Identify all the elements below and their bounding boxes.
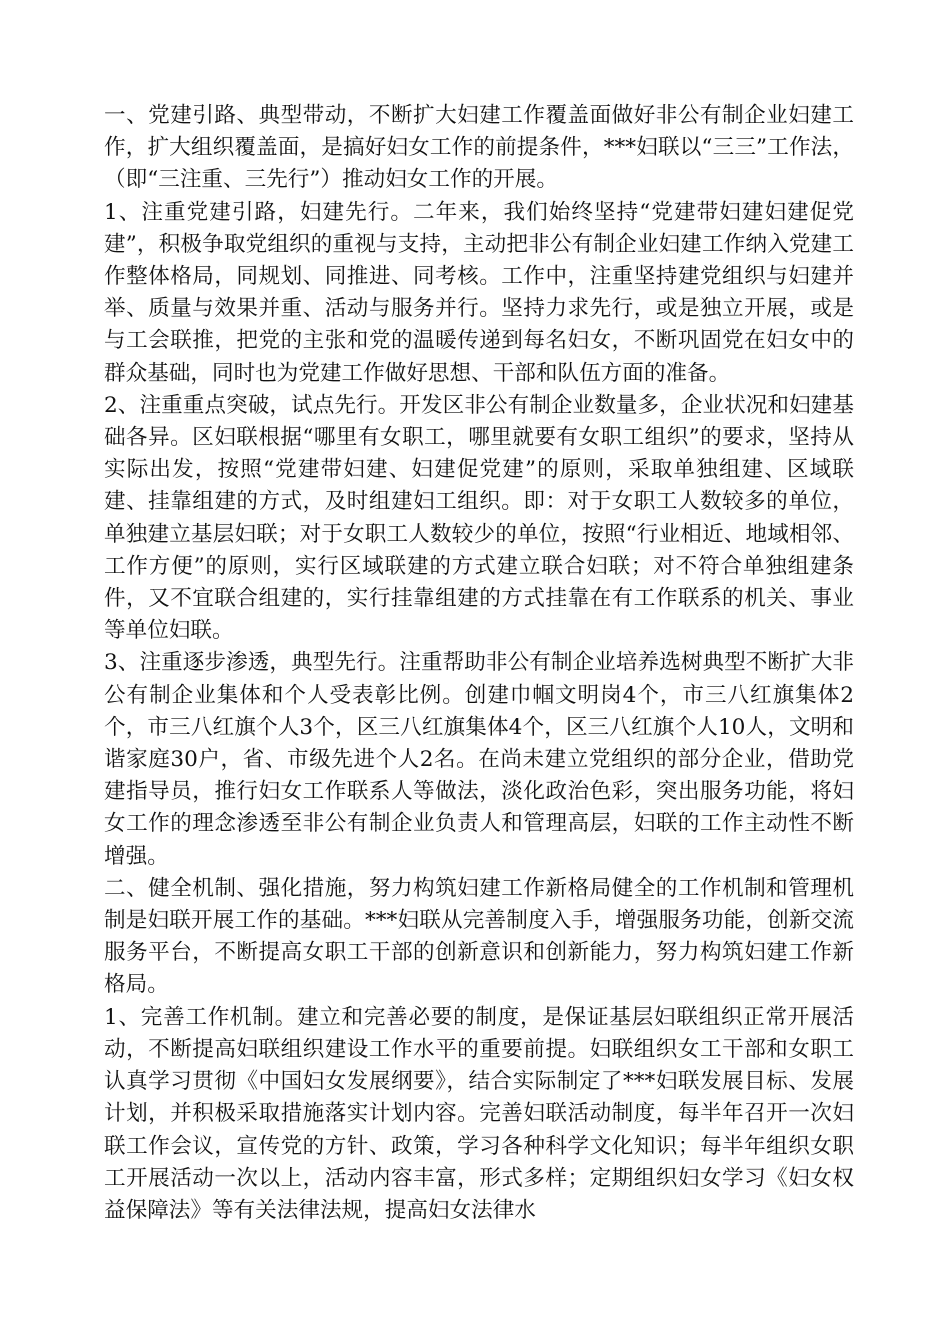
- document-body: [104, 100, 854, 1227]
- paragraph-section-two: 二、健全机制、强化措施，努力构筑妇建工作新格局健全的工作机制和管理机制是妇联开展工作的基础。***妇联从完善制度入手，增强服务功能，创新交流服务平台，不断提高女职工干部的创新意识和创新能力，努力构筑妇建工作新格局。: [104, 875, 854, 998]
- paragraph-item-1: 1、注重党建引路，妇建先行。二年来，我们始终坚持“党建带妇建妇建促党建”，积极争取党组织的重视与支持，主动把非公有制企业妇建工作纳入党建工作整体格局，同规划、同推进、同考核。工作中，注重坚持建党组织与妇建并举、质量与效果并重、活动与服务并行。坚持力求先行，或是独立开展，或是与工会联推，把党的主张和党的温暖传递到每名妇女，不断巩固党在妇女中的群众基础，同时也为党建工作做好思想、干部和队伍方面的准备。: [104, 199, 854, 386]
- paragraph-section-one: 一、党建引路、典型带动，不断扩大妇建工作覆盖面做好非公有制企业妇建工作，扩大组织覆盖面，是搞好妇女工作的前提条件，***妇联以“三三”工作法，（即“三注重、三先行”）推动妇女工作的开展。: [104, 103, 854, 193]
- paragraph-item-3: 3、注重逐步渗透，典型先行。注重帮助非公有制企业培养选树典型不断扩大非公有制企业集体和个人受表彰比例。创建巾帼文明岗4个，市三八红旗集体2个，市三八红旗个人3个，区三八红旗集体4个，区三八红旗个人10人，文明和谐家庭30户，省、市级先进个人2名。在尚未建立党组织的部分企业，借助党建指导员，推行妇女工作联系人等做法，淡化政治色彩，突出服务功能，将妇女工作的理念渗透至非公有制企业负责人和管理高层，妇联的工作主动性不断增强。: [104, 650, 854, 869]
- paragraph-item-2: 2、注重重点突破，试点先行。开发区非公有制企业数量多，企业状况和妇建基础各异。区妇联根据“哪里有女职工，哪里就要有女职工组织”的要求，坚持从实际出发，按照“党建带妇建、妇建促党建”的原则，采取单独组建、区域联建、挂靠组建的方式，及时组建妇工组织。即：对于女职工人数较多的单位，单独建立基层妇联；对于女职工人数较少的单位，按照“行业相近、地域相邻、工作方便”的原则，实行区域联建的方式建立联合妇联；对不符合单独组建条件，又不宜联合组建的，实行挂靠组建的方式挂靠在有工作联系的机关、事业等单位妇联。: [104, 392, 854, 644]
- paragraph-item-1-mechanism: 1、完善工作机制。建立和完善必要的制度，是保证基层妇联组织正常开展活动，不断提高妇联组织建设工作水平的重要前提。妇联组织女工干部和女职工认真学习贯彻《中国妇女发展纲要》，结合实际制定了***妇联发展目标、发展计划，并积极采取措施落实计划内容。完善妇联活动制度，每半年召开一次妇联工作会议，宣传党的方针、政策，学习各种科学文化知识；每半年组织女职工开展活动一次以上，活动内容丰富，形式多样；定期组织妇女学习《妇女权益保障法》等有关法律法规，提高妇女法律水: [104, 1004, 854, 1223]
